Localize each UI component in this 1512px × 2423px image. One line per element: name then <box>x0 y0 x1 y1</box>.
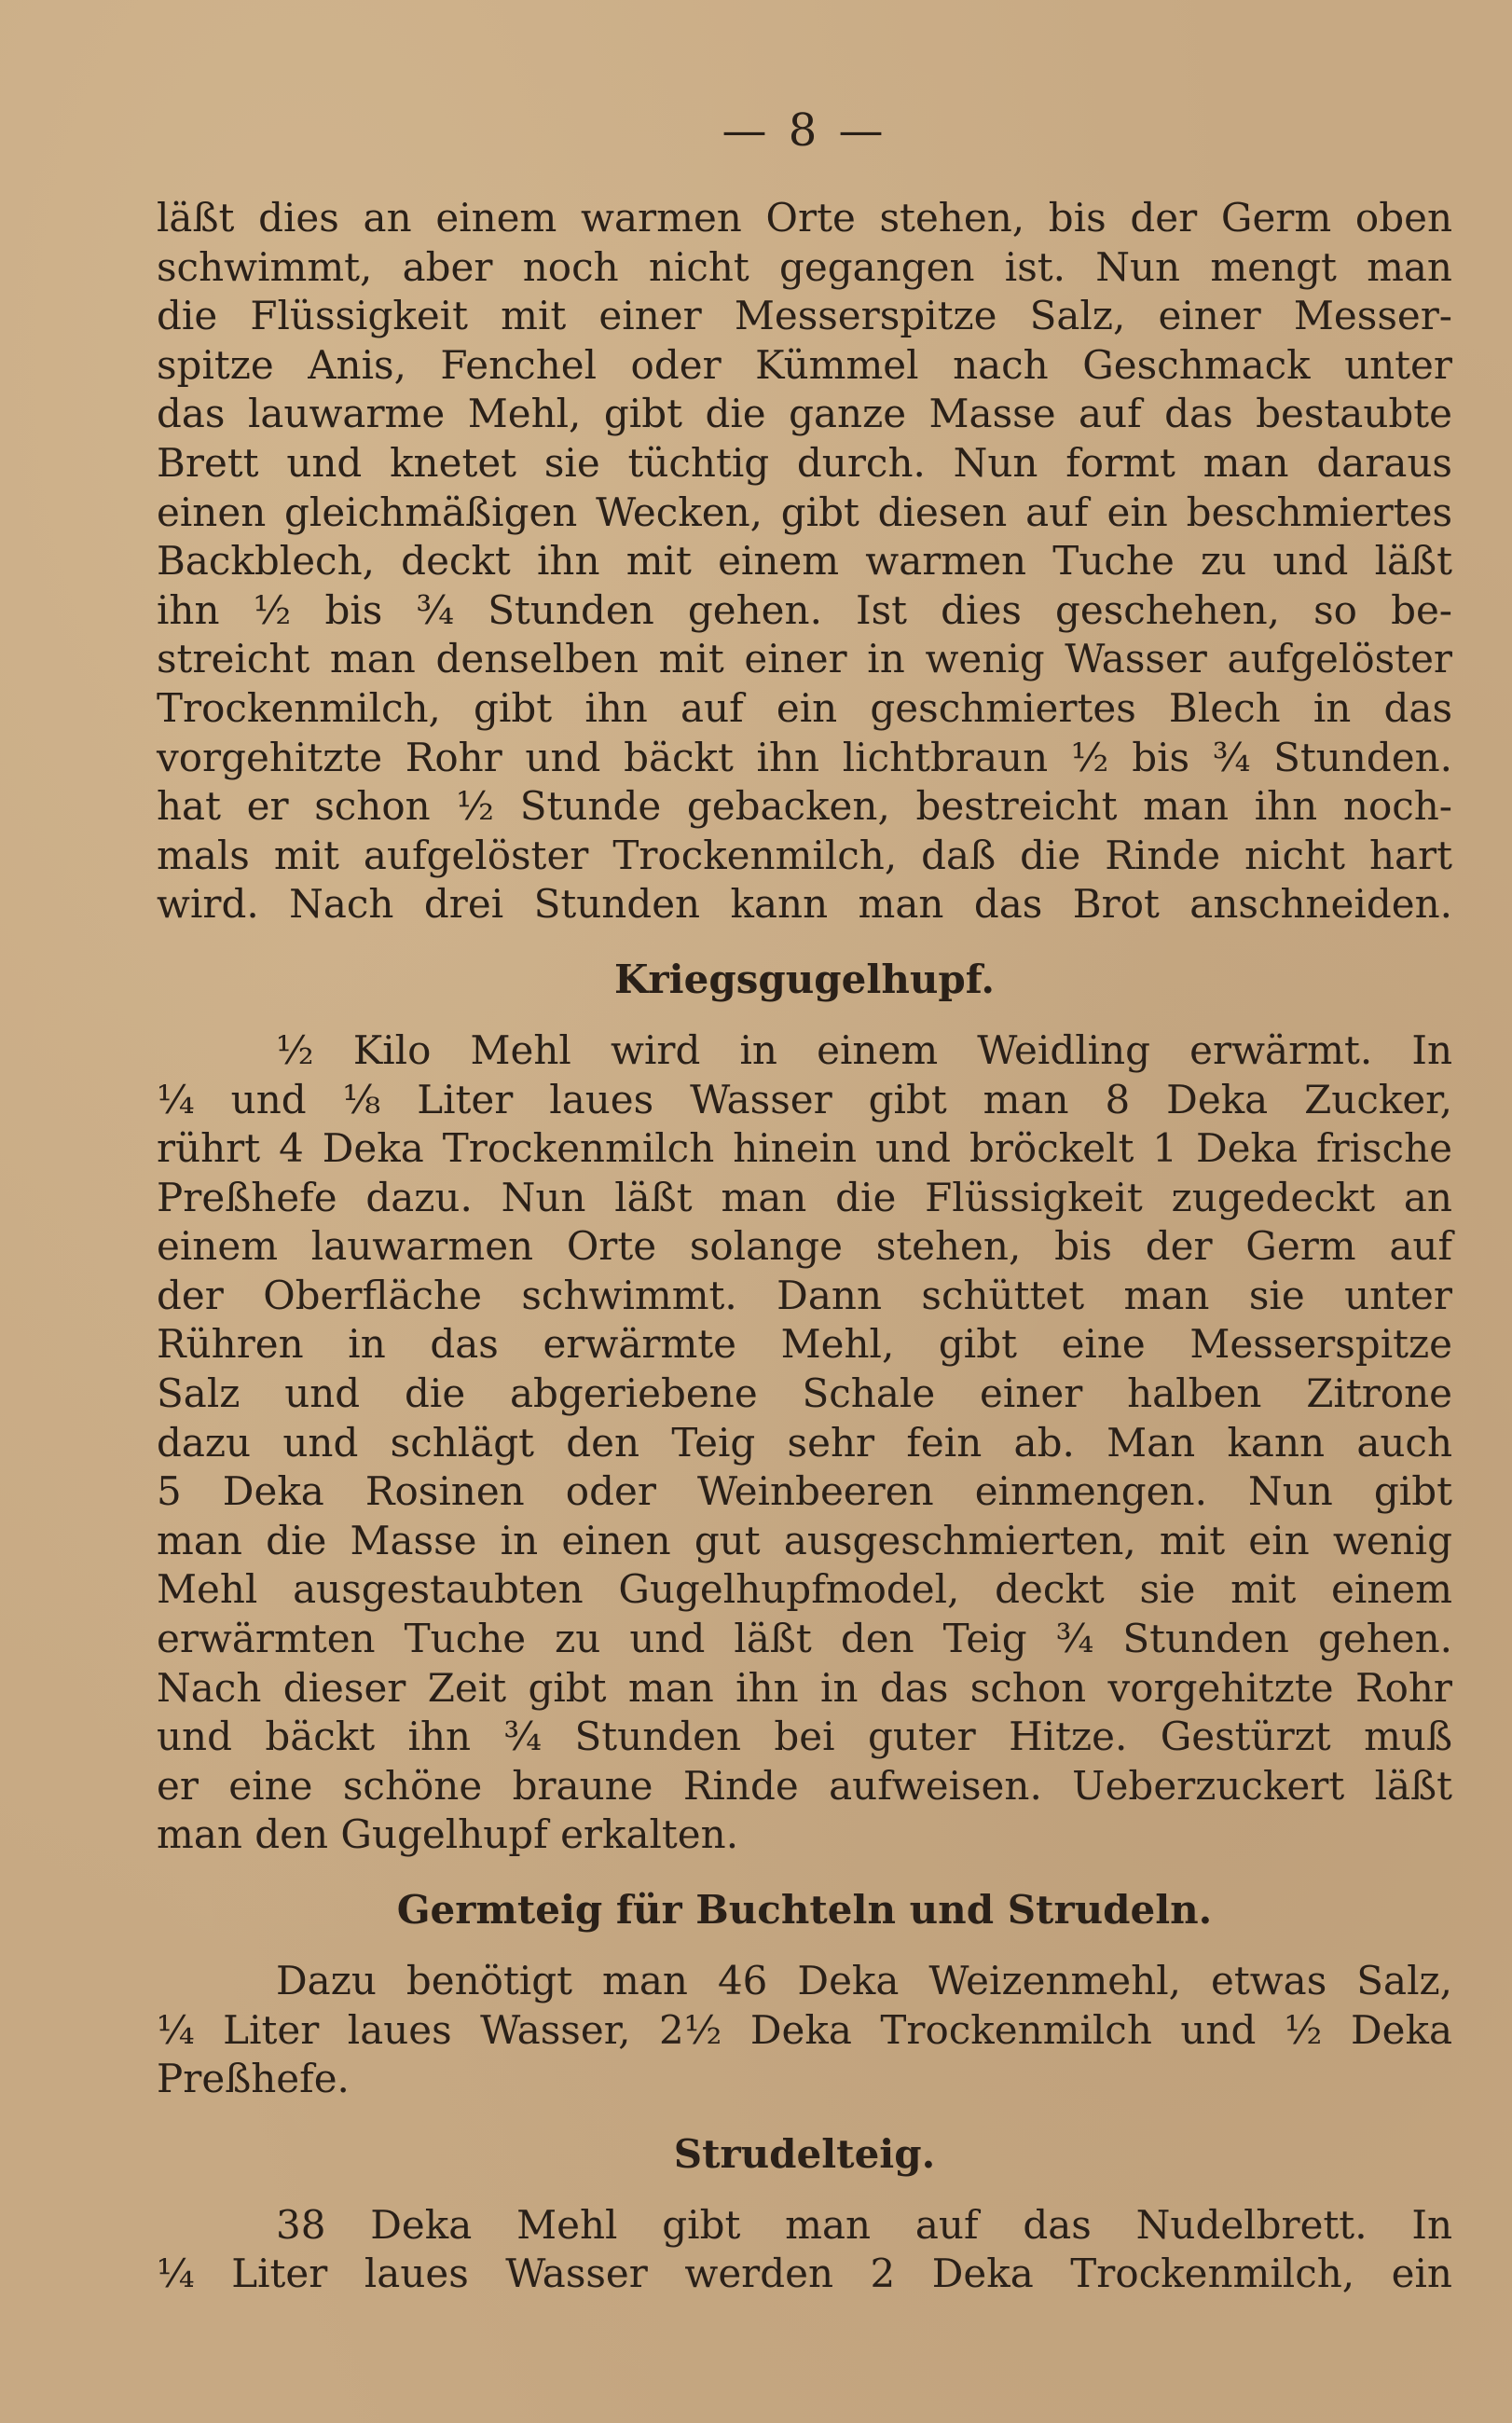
book-page <box>157 93 1452 2387</box>
text-line: und bäckt ihn ¾ Stunden bei guter Hitze. Gestürzt muß <box>157 1714 1452 1760</box>
section-paragraph-strudelteig <box>157 2201 1452 2299</box>
text-line: Preßhefe. <box>157 2056 350 2102</box>
section-heading-germteig: Germteig für Buchteln und Strudeln. <box>396 1887 1213 1933</box>
text-line: 38 Deka Mehl gibt man auf das Nudelbrett. In <box>276 2201 1452 2248</box>
text-line: Mehl ausgestaubten Gugelhupfmodel, deckt sie mit einem <box>157 1566 1452 1613</box>
text-line: ½ Kilo Mehl wird in einem Weidling erwärmt. In <box>276 1026 1452 1073</box>
text-line: ¼ Liter laues Wasser werden 2 Deka Trockenmilch, ein <box>157 2251 1452 2297</box>
text-line: Backblech, deckt ihn mit einem warmen Tuche zu und läßt <box>157 538 1452 585</box>
section-paragraph-germteig <box>157 1957 1452 2104</box>
text-line: läßt dies an einem warmen Orte stehen, bis der Germ oben <box>157 195 1452 241</box>
text-line: vorgehitzte Rohr und bäckt ihn lichtbraun ½ bis ¾ Stunden. <box>157 734 1452 780</box>
page-number: — 8 — <box>722 104 887 157</box>
text-line: rührt 4 Deka Trockenmilch hinein und bröckelt 1 Deka frische <box>157 1125 1452 1172</box>
text-line: Rühren in das erwärmte Mehl, gibt eine Messerspitze <box>157 1321 1452 1368</box>
text-line: Salz und die abgeriebene Schale einer halben Zitrone <box>157 1370 1452 1417</box>
text-line: mals mit aufgelöster Trockenmilch, daß die Rinde nicht hart <box>157 832 1452 878</box>
text-line: ihn ½ bis ¾ Stunden gehen. Ist dies geschehen, so be- <box>157 586 1452 633</box>
section-heading-strudelteig: Strudelteig. <box>673 2130 936 2177</box>
text-line: wird. Nach drei Stunden kann man das Brot anschneiden. <box>157 881 1452 928</box>
text-line: einem lauwarmen Orte solange stehen, bis der Germ auf <box>157 1223 1452 1270</box>
text-line: die Flüssigkeit mit einer Messerspitze Salz, einer Messer- <box>157 293 1452 339</box>
text-line: hat er schon ½ Stunde gebacken, bestreicht man ihn noch- <box>157 783 1452 830</box>
section-heading-kriegsgugelhupf: Kriegsgugelhupf. <box>614 956 995 1002</box>
text-line: ¼ Liter laues Wasser, 2½ Deka Trockenmilch und ½ Deka <box>157 2006 1452 2053</box>
text-line: Dazu benötigt man 46 Deka Weizenmehl, etwas Salz, <box>276 1958 1452 2003</box>
text-line: schwimmt, aber noch nicht gegangen ist. Nun mengt man <box>157 243 1452 290</box>
text-line: streicht man denselben mit einer in wenig Wasser aufgelöster <box>157 636 1452 682</box>
text-line: 5 Deka Rosinen oder Weinbeeren einmengen. Nun gibt <box>157 1468 1452 1515</box>
text-line: der Oberfläche schwimmt. Dann schüttet man sie unter <box>157 1272 1452 1318</box>
section-paragraph-kriegsgugelhupf <box>157 1026 1452 1860</box>
text-line: ¼ und ⅛ Liter laues Wasser gibt man 8 Deka Zucker, <box>157 1076 1452 1122</box>
text-line: Trockenmilch, gibt ihn auf ein geschmiertes Blech in das <box>157 684 1452 731</box>
text-line: einen gleichmäßigen Wecken, gibt diesen auf ein beschmiertes <box>157 489 1452 535</box>
text-line: Preßhefe dazu. Nun läßt man die Flüssigkeit zugedeckt an <box>157 1174 1452 1220</box>
intro-paragraph <box>157 194 1452 929</box>
text-line: Nach dieser Zeit gibt man ihn in das schon vorgehitzte Rohr <box>157 1664 1452 1711</box>
text-line: erwärmten Tuche zu und läßt den Teig ¾ Stunden gehen. <box>157 1616 1452 1662</box>
text-line: Brett und knetet sie tüchtig durch. Nun formt man daraus <box>157 439 1452 486</box>
text-line: spitze Anis, Fenchel oder Kümmel nach Geschmack unter <box>157 341 1452 388</box>
text-line: das lauwarme Mehl, gibt die ganze Masse auf das bestaubte <box>157 391 1452 437</box>
text-line: man den Gugelhupf erkalten. <box>157 1811 739 1858</box>
text-line: dazu und schlägt den Teig sehr fein ab. Man kann auch <box>157 1419 1452 1466</box>
text-line: er eine schöne braune Rinde aufweisen. Ueberzuckert läßt <box>157 1762 1452 1809</box>
text-line: man die Masse in einen gut ausgeschmierten, mit ein wenig <box>157 1517 1452 1563</box>
